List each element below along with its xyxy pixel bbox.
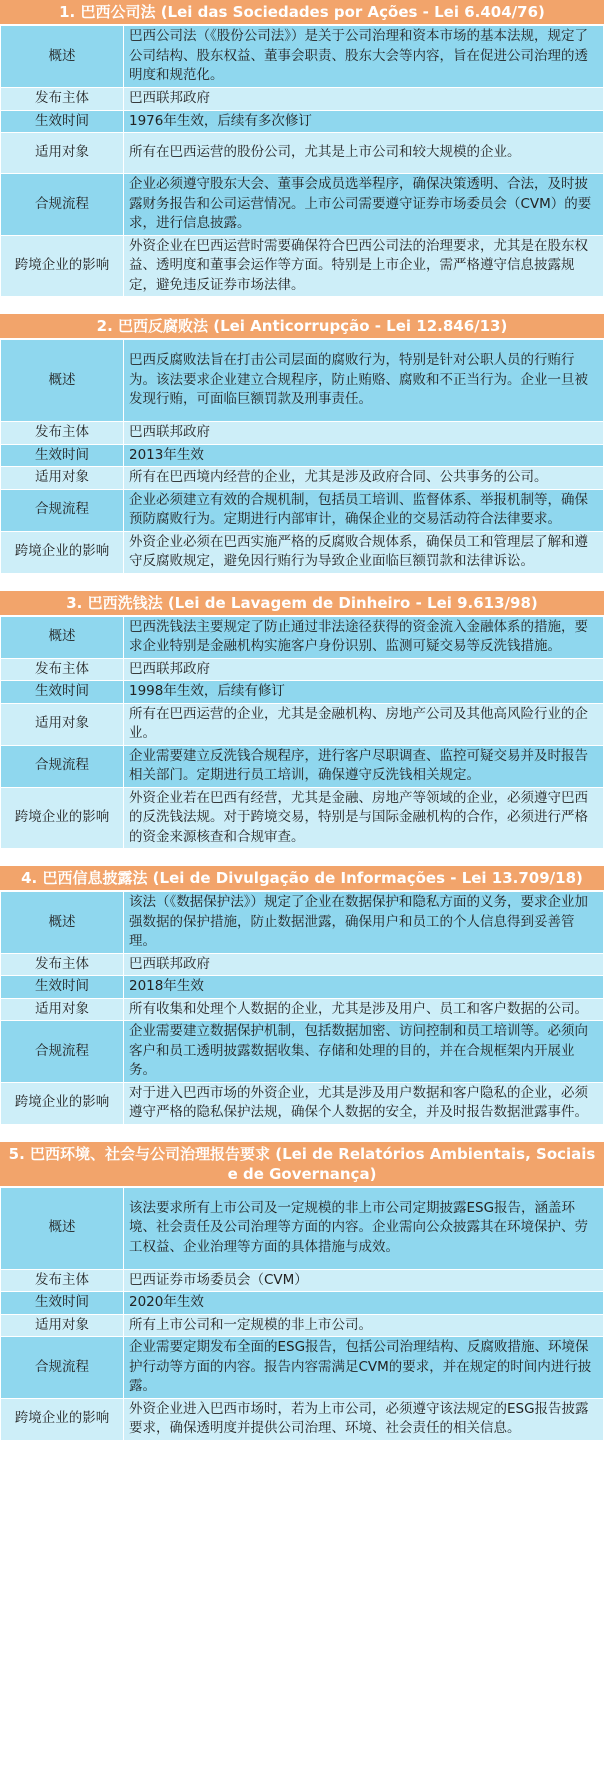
row-value: 所有上市公司和一定规模的非上市公司。 [124,1314,604,1337]
row-scope [1,467,604,490]
row-value: 所有在巴西运营的企业，尤其是金融机构、房地产公司及其他高风险行业的企业。 [124,703,604,745]
row-value: 巴西联邦政府 [124,422,604,445]
row-overview [1,340,604,422]
row-overview [1,892,604,954]
row-overview [1,616,604,658]
row-label: 跨境企业的影响 [1,787,124,849]
row-value: 外资企业必须在巴西实施严格的反腐败合规体系，确保员工和管理层了解和遵守反腐败规定，避免因行贿行为导致企业面临巨额罚款和法律诉讼。 [124,531,604,573]
row-value: 2013年生效 [124,444,604,467]
row-process [1,1337,604,1399]
row-label: 生效时间 [1,110,124,133]
row-value: 外资企业若在巴西有经营，尤其是金融、房地产等领域的企业，必须遵守巴西的反洗钱法规。对于跨境交易，特别是与国际金融机构的合作，必须进行严格的资金来源核查和合规审查。 [124,787,604,849]
row-scope [1,1314,604,1337]
row-label: 跨境企业的影响 [1,531,124,573]
section-title: 1. 巴西公司法 (Lei das Sociedades por Ações - Lei 6.404/76) [0,0,604,25]
row-value: 巴西证券市场委员会（CVM） [124,1269,604,1292]
law-table [0,616,604,850]
row-issuer [1,422,604,445]
row-value: 该法（《数据保护法》）规定了企业在数据保护和隐私方面的义务，要求企业加强数据的保护措施，防止数据泄露，确保用户和员工的个人信息得到妥善管理。 [124,892,604,954]
row-value: 巴西公司法（《股份公司法》）是关于公司治理和资本市场的基本法规，规定了公司结构、股东权益、董事会职责、股东大会等内容，旨在促进公司治理的透明度和规范化。 [124,26,604,88]
row-value: 对于进入巴西市场的外资企业，尤其是涉及用户数据和客户隐私的企业，必须遵守严格的隐私保护法规，确保个人数据的安全，并及时报告数据泄露事件。 [124,1082,604,1124]
row-label: 合规流程 [1,1337,124,1399]
row-label: 发布主体 [1,658,124,681]
section-title: 3. 巴西洗钱法 (Lei de Lavagem de Dinheiro - Lei 9.613/98) [0,591,604,616]
row-label: 适用对象 [1,467,124,490]
row-label: 概述 [1,340,124,422]
row-process [1,745,604,787]
row-label: 发布主体 [1,1269,124,1292]
row-label: 合规流程 [1,745,124,787]
row-issuer [1,953,604,976]
row-label: 生效时间 [1,976,124,999]
row-scope [1,133,604,174]
row-effective [1,1292,604,1315]
row-issuer [1,88,604,111]
row-value: 1998年生效，后续有修订 [124,681,604,704]
row-impact [1,1082,604,1124]
row-value: 巴西联邦政府 [124,953,604,976]
row-process [1,174,604,236]
row-label: 生效时间 [1,681,124,704]
row-process [1,489,604,531]
row-effective [1,444,604,467]
section-title: 5. 巴西环境、社会与公司治理报告要求 (Lei de Relatórios Ambientais, Sociais e de Governança) [0,1142,604,1187]
law-section-1 [0,0,604,297]
row-value: 外资企业在巴西运营时需要确保符合巴西公司法的治理要求，尤其是在股东权益、透明度和董事会运作等方面。特别是上市企业，需严格遵守信息披露规定，避免违反证券市场法律。 [124,235,604,297]
row-effective [1,976,604,999]
row-label: 发布主体 [1,422,124,445]
row-label: 适用对象 [1,998,124,1021]
row-label: 适用对象 [1,703,124,745]
row-issuer [1,658,604,681]
row-value: 所有在巴西境内经营的企业，尤其是涉及政府合同、公共事务的公司。 [124,467,604,490]
row-label: 适用对象 [1,1314,124,1337]
row-value: 该法要求所有上市公司及一定规模的非上市公司定期披露ESG报告，涵盖环境、社会责任及公司治理等方面的内容。企业需向公众披露其在环境保护、劳工权益、企业治理等方面的具体措施与成效。 [124,1187,604,1269]
section-title: 2. 巴西反腐败法 (Lei Anticorrupção - Lei 12.846/13) [0,314,604,339]
row-process [1,1021,604,1083]
row-value: 巴西联邦政府 [124,658,604,681]
row-impact [1,787,604,849]
row-impact [1,1398,604,1440]
row-label: 跨境企业的影响 [1,1398,124,1440]
row-label: 概述 [1,892,124,954]
section-gap [0,297,604,314]
row-label: 概述 [1,616,124,658]
row-value: 企业必须建立有效的合规机制，包括员工培训、监督体系、举报机制等，确保预防腐败行为。定期进行内部审计，确保企业的交易活动符合法律要求。 [124,489,604,531]
row-value: 企业必须遵守股东大会、董事会成员选举程序，确保决策透明、合法，及时披露财务报告和公司运营情况。上市公司需要遵守证券市场委员会（CVM）的要求，进行信息披露。 [124,174,604,236]
row-label: 合规流程 [1,174,124,236]
law-table [0,1187,604,1441]
row-label: 概述 [1,1187,124,1269]
row-value: 2020年生效 [124,1292,604,1315]
row-label: 生效时间 [1,444,124,467]
row-label: 跨境企业的影响 [1,235,124,297]
row-overview [1,26,604,88]
section-gap [0,849,604,866]
row-scope [1,703,604,745]
row-impact [1,531,604,573]
row-value: 所有在巴西运营的股份公司，尤其是上市公司和较大规模的企业。 [124,133,604,174]
row-value: 企业需要建立数据保护机制，包括数据加密、访问控制和员工培训等。必须向客户和员工透明披露数据收集、存储和处理的目的，并在合规框架内开展业务。 [124,1021,604,1083]
row-label: 发布主体 [1,88,124,111]
row-overview [1,1187,604,1269]
row-value: 外资企业进入巴西市场时，若为上市公司，必须遵守该法规定的ESG报告披露要求，确保透明度并提供公司治理、环境、社会责任的相关信息。 [124,1398,604,1440]
law-table [0,891,604,1125]
section-gap [0,1125,604,1142]
section-gap [0,574,604,591]
row-value: 企业需要建立反洗钱合规程序，进行客户尽职调查、监控可疑交易并及时报告相关部门。定期进行员工培训，确保遵守反洗钱相关规定。 [124,745,604,787]
row-label: 概述 [1,26,124,88]
row-value: 2018年生效 [124,976,604,999]
row-label: 适用对象 [1,133,124,174]
row-value: 企业需要定期发布全面的ESG报告，包括公司治理结构、反腐败措施、环境保护行动等方面的内容。报告内容需满足CVM的要求，并在规定的时间内进行披露。 [124,1337,604,1399]
row-effective [1,110,604,133]
row-label: 发布主体 [1,953,124,976]
law-section-2 [0,314,604,574]
row-issuer [1,1269,604,1292]
row-value: 巴西洗钱法主要规定了防止通过非法途径获得的资金流入金融体系的措施，要求企业特别是金融机构实施客户身份识别、监测可疑交易等反洗钱措施。 [124,616,604,658]
law-section-5 [0,1142,604,1441]
law-section-4 [0,866,604,1125]
row-effective [1,681,604,704]
section-title: 4. 巴西信息披露法 (Lei de Divulgação de Informações - Lei 13.709/18) [0,866,604,891]
row-value: 所有收集和处理个人数据的企业，尤其是涉及用户、员工和客户数据的公司。 [124,998,604,1021]
row-label: 合规流程 [1,489,124,531]
row-label: 生效时间 [1,1292,124,1315]
law-table [0,25,604,297]
row-label: 合规流程 [1,1021,124,1083]
row-value: 巴西反腐败法旨在打击公司层面的腐败行为，特别是针对公职人员的行贿行为。该法要求企业建立合规程序，防止贿赂、腐败和不正当行为。企业一旦被发现行贿，可面临巨额罚款及刑事责任。 [124,340,604,422]
row-value: 1976年生效，后续有多次修订 [124,110,604,133]
law-table [0,339,604,574]
row-value: 巴西联邦政府 [124,88,604,111]
row-scope [1,998,604,1021]
law-section-3 [0,591,604,850]
row-label: 跨境企业的影响 [1,1082,124,1124]
row-impact [1,235,604,297]
